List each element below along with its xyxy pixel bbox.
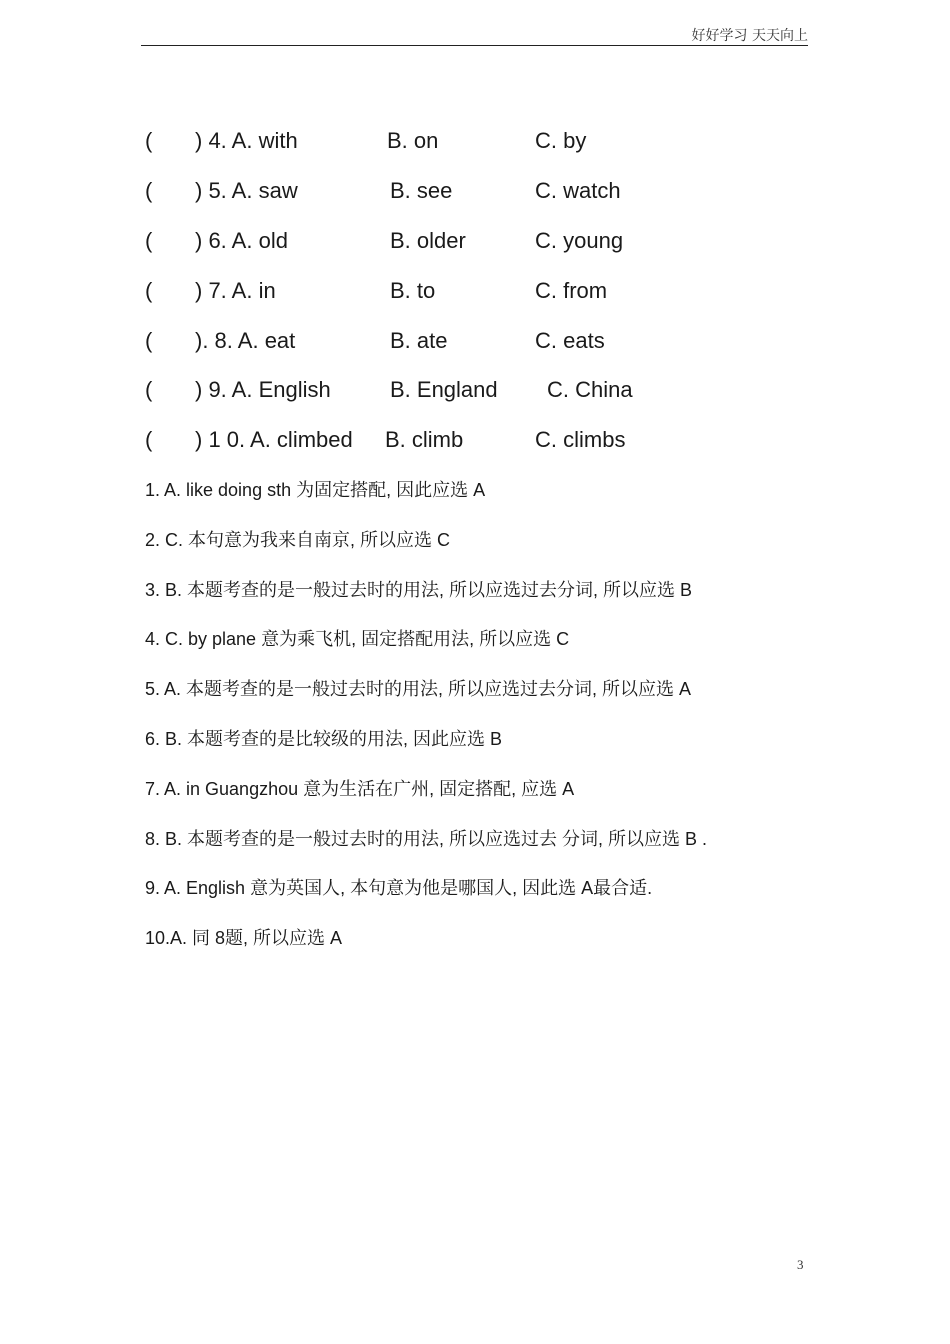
explanation-line: 2. C. 本句意为我来自南京, 所以应选 C	[145, 530, 451, 550]
option-c: C. watch	[535, 178, 621, 203]
explanation-line: 3. B. 本题考查的是一般过去时的用法, 所以应选过去分词, 所以应选 B	[145, 580, 693, 600]
answer-blank: (	[145, 427, 153, 452]
page-number: 3	[797, 1257, 804, 1272]
explanation-line: 4. C. by plane 意为乘飞机, 固定搭配用法, 所以应选 C	[145, 629, 570, 649]
answer-blank: (	[145, 128, 153, 153]
question-number-option-a: ) 1 0. A. climbed	[195, 427, 353, 452]
explanation-line: 8. B. 本题考查的是一般过去时的用法, 所以应选过去 分词, 所以应选 B .	[145, 829, 708, 849]
explanation-line: 1. A. like doing sth 为固定搭配, 因此应选 A	[145, 480, 486, 500]
option-b: B. climb	[385, 427, 464, 452]
option-c: C. from	[535, 278, 608, 303]
option-b: B. older	[390, 228, 466, 253]
header-rule	[141, 45, 808, 46]
answer-blank: (	[145, 377, 153, 402]
header-motto: 好好学习 天天向上	[691, 28, 808, 44]
question-number-option-a: ) 6. A. old	[195, 228, 288, 253]
option-b: B. England	[390, 377, 498, 402]
explanation-line: 5. A. 本题考查的是一般过去时的用法, 所以应选过去分词, 所以应选 A	[145, 679, 692, 699]
option-c: C. climbs	[535, 427, 626, 452]
explanation-line: 10.A. 同 8题, 所以应选 A	[145, 928, 343, 948]
explanation-line: 7. A. in Guangzhou 意为生活在广州, 固定搭配, 应选 A	[145, 779, 575, 799]
option-b: B. see	[390, 178, 453, 203]
answer-blank: (	[145, 178, 153, 203]
question-number-option-a: ) 5. A. saw	[195, 178, 298, 203]
option-b: B. on	[387, 128, 439, 153]
option-c: C. eats	[535, 328, 605, 353]
question-number-option-a: ). 8. A. eat	[195, 328, 296, 353]
answer-blank: (	[145, 228, 153, 253]
option-b: B. ate	[390, 328, 448, 353]
explanation-line: 6. B. 本题考查的是比较级的用法, 因此应选 B	[145, 729, 503, 749]
option-b: B. to	[390, 278, 436, 303]
explanation-line: 9. A. English 意为英国人, 本句意为他是哪国人, 因此选 A最合适.	[145, 878, 653, 898]
question-number-option-a: ) 4. A. with	[195, 128, 298, 153]
question-number-option-a: ) 9. A. English	[195, 377, 331, 402]
option-c: C. by	[535, 128, 587, 153]
option-c: C. China	[547, 377, 633, 402]
option-c: C. young	[535, 228, 624, 253]
answer-blank: (	[145, 328, 153, 353]
question-number-option-a: ) 7. A. in	[195, 278, 276, 303]
answer-blank: (	[145, 278, 153, 303]
